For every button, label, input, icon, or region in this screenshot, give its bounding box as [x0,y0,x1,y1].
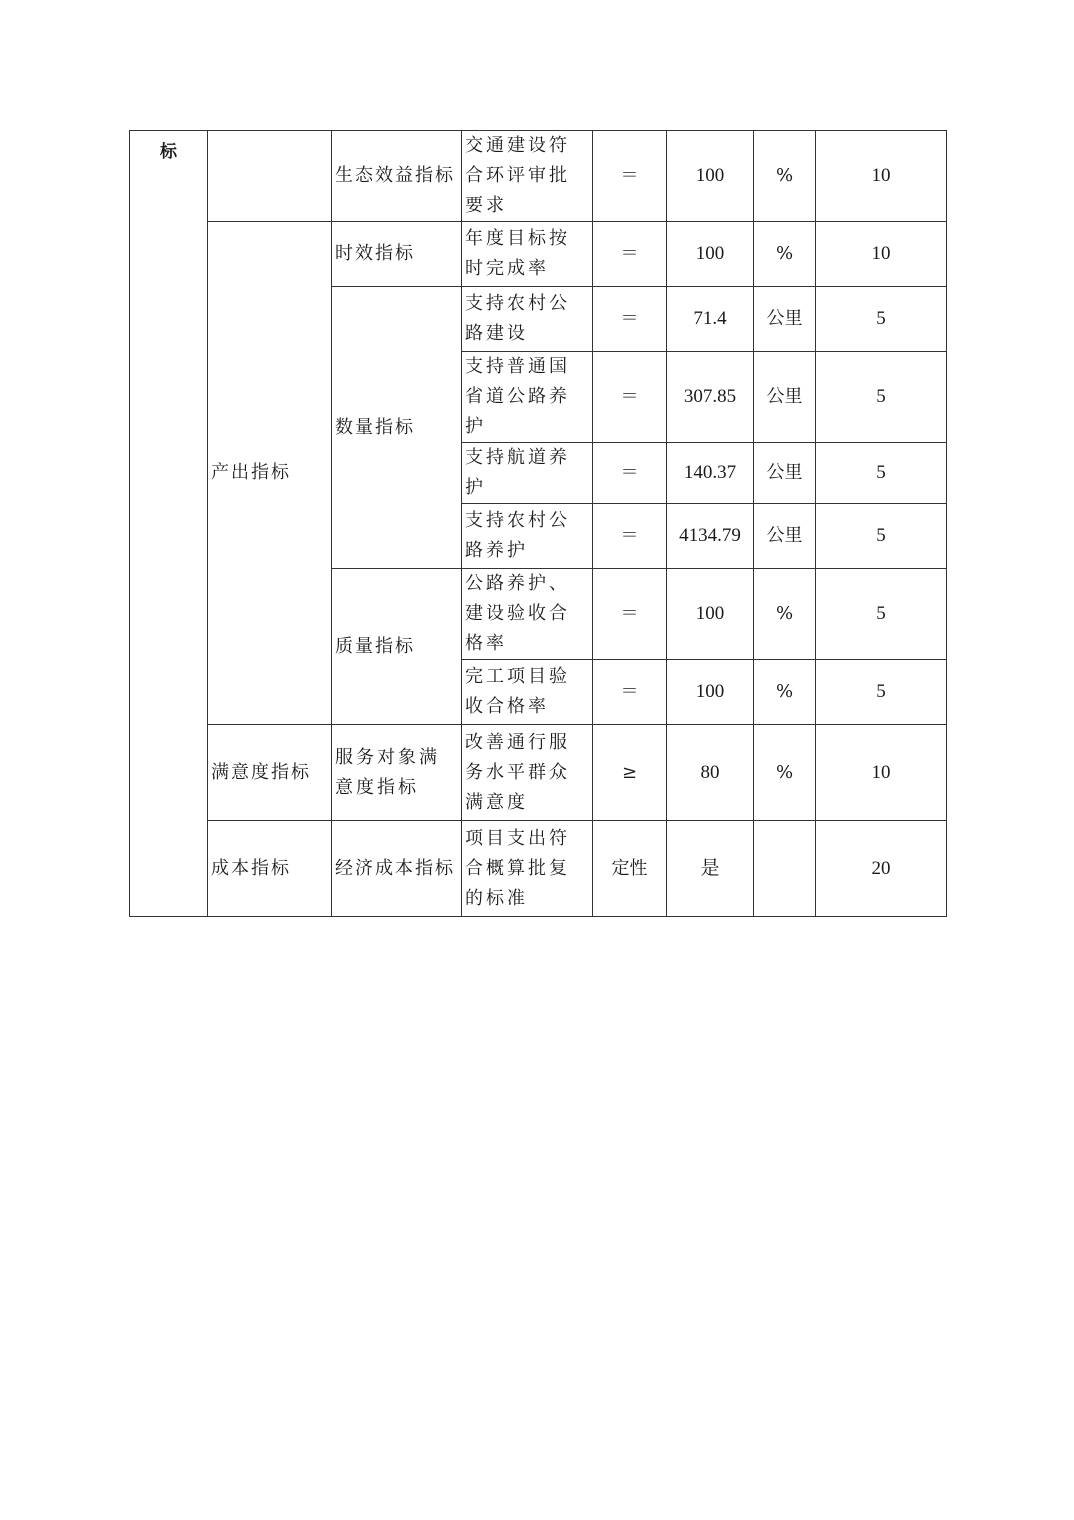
unit-cell: % [754,222,816,287]
operator-cell: 定性 [593,821,667,917]
operator-cell: ＝ [593,352,667,443]
indicator-name: 支持普通国省道公路养护 [462,352,593,443]
level2-cell-empty [208,131,332,222]
unit-cell: 公里 [754,352,816,443]
operator-cell: ＝ [593,504,667,569]
value-cell: 140.37 [667,443,754,504]
table-row [130,222,947,287]
score-cell: 5 [816,287,947,352]
value-cell: 80 [667,725,754,821]
value-cell: 71.4 [667,287,754,352]
value-cell: 100 [667,569,754,660]
indicator-name: 项目支出符合概算批复的标准 [462,821,593,917]
unit-cell [754,821,816,917]
operator-cell: ＝ [593,131,667,222]
unit-cell: 公里 [754,443,816,504]
score-cell: 5 [816,660,947,725]
indicator-name: 支持航道养护 [462,443,593,504]
value-cell: 100 [667,222,754,287]
score-cell: 5 [816,569,947,660]
level2-cell: 成本指标 [208,821,332,917]
operator-cell: ＝ [593,222,667,287]
indicator-name: 支持农村公路建设 [462,287,593,352]
operator-cell: ＝ [593,287,667,352]
score-cell: 5 [816,352,947,443]
indicator-name: 改善通行服务水平群众满意度 [462,725,593,821]
indicator-name: 支持农村公路养护 [462,504,593,569]
value-cell: 100 [667,660,754,725]
unit-cell: 公里 [754,287,816,352]
score-cell: 10 [816,725,947,821]
level3-cell: 服务对象满意度指标 [332,725,462,821]
unit-cell: % [754,569,816,660]
level2-cell: 产出指标 [208,222,332,725]
indicator-name: 交通建设符合环评审批要求 [462,131,593,222]
operator-cell: ＝ [593,660,667,725]
indicator-name: 年度目标按时完成率 [462,222,593,287]
value-cell: 100 [667,131,754,222]
value-cell: 是 [667,821,754,917]
level3-cell: 质量指标 [332,569,462,725]
level3-cell: 时效指标 [332,222,462,287]
unit-cell: % [754,131,816,222]
level3-cell: 数量指标 [332,287,462,569]
score-cell: 10 [816,222,947,287]
table-row [130,131,947,222]
performance-indicator-table-page [129,130,947,917]
operator-cell: ＝ [593,443,667,504]
level1-label: 标 [130,131,208,917]
table-row [130,821,947,917]
indicator-name: 公路养护、建设验收合格率 [462,569,593,660]
table-row [130,725,947,821]
score-cell: 5 [816,504,947,569]
score-cell: 10 [816,131,947,222]
operator-cell: ≥ [593,725,667,821]
level3-cell: 生态效益指标 [332,131,462,222]
indicator-name: 完工项目验收合格率 [462,660,593,725]
score-cell: 5 [816,443,947,504]
level3-cell: 经济成本指标 [332,821,462,917]
unit-cell: 公里 [754,504,816,569]
unit-cell: % [754,725,816,821]
score-cell: 20 [816,821,947,917]
value-cell: 307.85 [667,352,754,443]
operator-cell: ＝ [593,569,667,660]
value-cell: 4134.79 [667,504,754,569]
indicator-table [129,130,947,917]
level2-cell: 满意度指标 [208,725,332,821]
unit-cell: % [754,660,816,725]
